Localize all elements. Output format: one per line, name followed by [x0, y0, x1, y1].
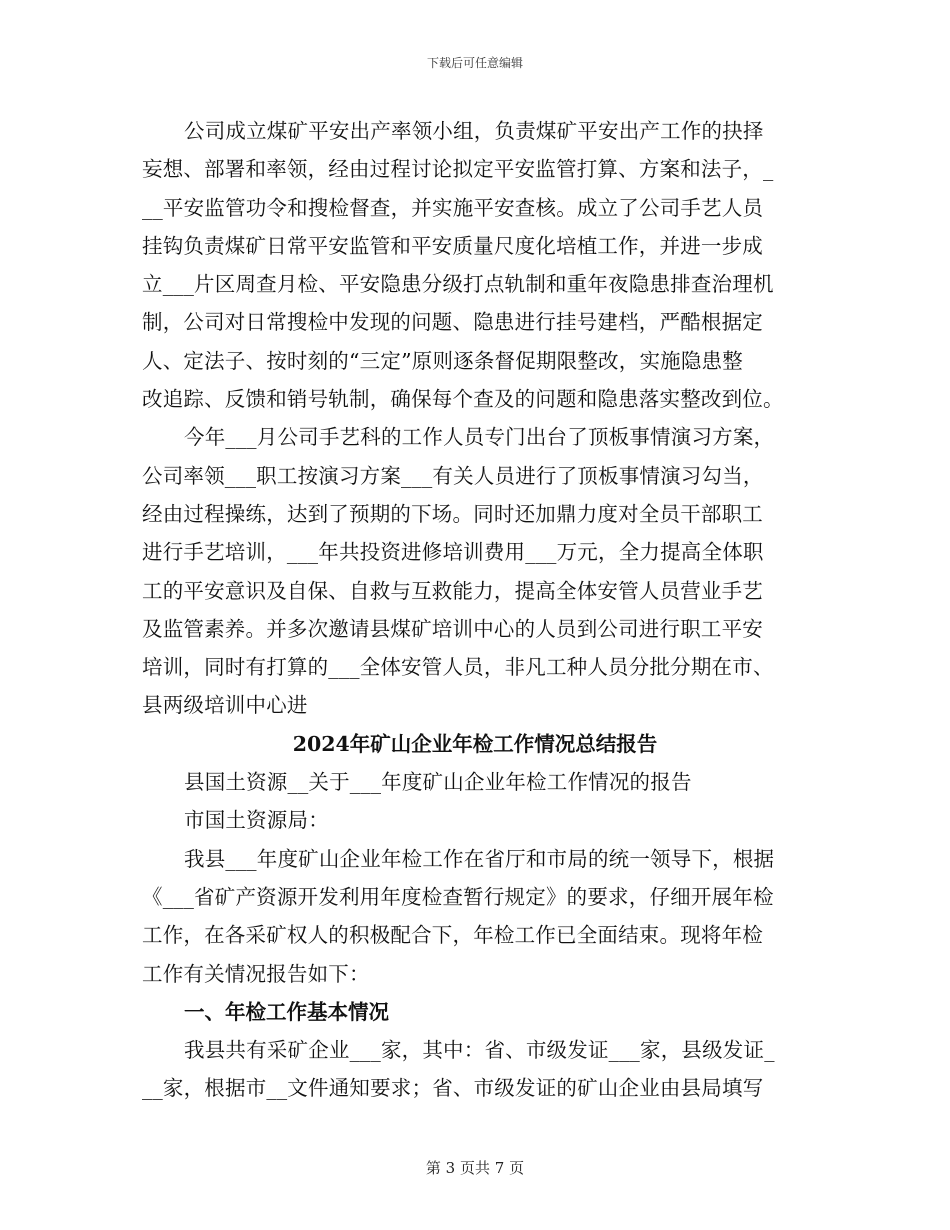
- report-subtitle: 县国土资源__关于___年度矿山企业年检工作情况的报告: [184, 770, 692, 795]
- text-line: 培训，同时有打算的___全体安管人员，非凡工种人员分批分期在市、: [142, 655, 774, 680]
- report-title: 2024年矿山企业年检工作情况总结报告: [292, 731, 658, 756]
- page-footer: 第 3 页共 7 页: [425, 1159, 525, 1177]
- text-line: 工作，在各采矿权人的积极配合下，年检工作已全面结束。现将年检: [142, 923, 763, 948]
- text-line: __家，根据市__文件通知要求；省、市级发证的矿山企业由县局填写: [142, 1076, 764, 1101]
- text-line: 挂钩负责煤矿日常平安监管和平安质量尺度化培植工作，并进一步成: [142, 233, 763, 258]
- text-line: 公司率领___职工按演习方案___有关人员进行了顶板事情演习勾当，: [142, 463, 764, 488]
- text-line: 妄想、部署和率领，经由过程讨论拟定平安监管打算、方案和法子，_: [142, 157, 774, 182]
- text-line: 工的平安意识及自保、自救与互救能力，提高全体安管人员营业手艺: [142, 578, 763, 603]
- text-line: 我县___年度矿山企业年检工作在省厅和市局的统一领导下，根据: [184, 846, 775, 871]
- text-line: 《___省矿产资源开发利用年度检查暂行规定》的要求，仔细开展年检: [142, 884, 774, 909]
- text-line: 公司成立煤矿平安出产率领小组，负责煤矿平安出产工作的抉择: [184, 119, 764, 143]
- paragraph-report-intro: [142, 840, 808, 993]
- page-header: 下载后可任意编辑: [426, 56, 523, 70]
- text-line: 县两级培训中心进: [142, 693, 308, 718]
- text-line: __平安监管功令和搜检督查，并实施平安查核。成立了公司手艺人员: [142, 195, 764, 220]
- document-body: [142, 112, 808, 1108]
- text-line: 经由过程操练，达到了预期的下场。同时还加鼎力度对全员干部职工: [142, 501, 763, 526]
- text-line: 今年___月公司手艺科的工作人员专门出台了顶板事情演习方案，: [184, 425, 775, 450]
- section-heading: 一、年检工作基本情况: [184, 999, 389, 1024]
- paragraph-safety-management: [142, 112, 808, 418]
- text-line: 及监管素养。并多次邀请县煤矿培训中心的人员到公司进行职工平安: [142, 616, 763, 641]
- text-line: 立___片区周查月检、平安隐患分级打点轨制和重年夜隐患排查治理机: [142, 272, 774, 297]
- text-line: 制，公司对日常搜检中发现的问题、隐患进行挂号建档，严酷根据定: [142, 310, 763, 335]
- text-line: 人、定法子、按时刻的“三定”原则逐条督促期限整改，实施隐患整: [142, 348, 743, 373]
- paragraph-basic-situation: [142, 1031, 808, 1108]
- text-line: 工作有关情况报告如下：: [142, 961, 370, 986]
- report-addressee: 市国土资源局：: [184, 808, 329, 833]
- text-line: 进行手艺培训，___年共投资进修培训费用___万元，全力提高全体职: [142, 540, 764, 565]
- paragraph-training: [142, 418, 808, 724]
- text-line: 我县共有采矿企业___家，其中：省、市级发证___家，县级发证_: [184, 1038, 775, 1063]
- text-line: 改追踪、反馈和销号轨制，确保每个查及的问题和隐患落实整改到位。: [142, 387, 784, 412]
